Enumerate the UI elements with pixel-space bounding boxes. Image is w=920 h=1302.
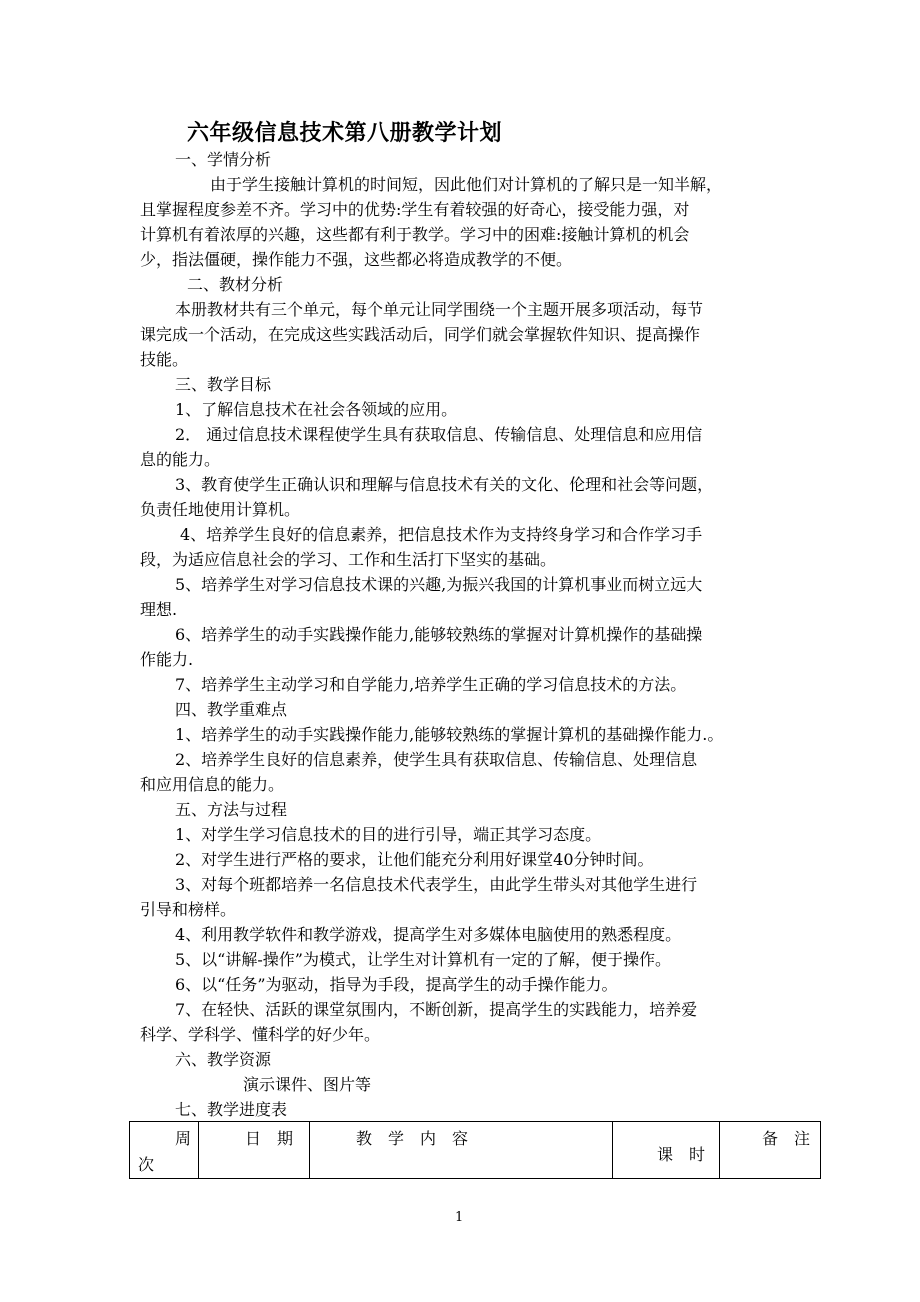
text-line: 课完成一个活动，在完成这些实践活动后，同学们就会掌握软件知识、提高操作 — [140, 325, 701, 344]
text-line: 7、在轻快、活跃的课堂氛围内，不断创新，提高学生的实践能力，培养爱 — [175, 1000, 698, 1019]
text-line: 段，为适应信息社会的学习、工作和生活打下坚实的基础。 — [140, 550, 557, 569]
text-line: 5、培养学生对学习信息技术课的兴趣,为振兴我国的计算机事业而树立远大 — [175, 575, 703, 594]
text-line: 演示课件、图片等 — [243, 1075, 372, 1094]
text-line: 由于学生接触计算机的时间短，因此他们对计算机的了解只是一知半解， — [210, 175, 723, 194]
page-number: 1 — [455, 1210, 464, 1225]
text-line: 2、培养学生良好的信息素养，使学生具有获取信息、传输信息、处理信息 — [175, 750, 698, 769]
text-line: 科学、学科学、懂科学的好少年。 — [140, 1025, 381, 1044]
text-line: 7、培养学生主动学习和自学能力,培养学生正确的学习信息技术的方法。 — [175, 675, 687, 694]
text-line: 6、培养学生的动手实践操作能力,能够较熟练的掌握对计算机操作的基础操 — [175, 625, 703, 644]
text-line: 二、教材分析 — [187, 275, 284, 294]
text-line: 六、教学资源 — [175, 1050, 272, 1069]
text-line: 5、以“讲解-操作”为模式，让学生对计算机有一定的了解，便于操作。 — [175, 950, 671, 969]
text-line: 2、对学生进行严格的要求，让他们能充分利用好课堂40分钟时间。 — [175, 850, 654, 869]
text-line: 1、了解信息技术在社会各领域的应用。 — [175, 400, 458, 419]
text-line: 6、以“任务”为驱动，指导为手段，提高学生的动手操作能力。 — [175, 975, 618, 994]
text-line: 且掌握程度参差不齐。学习中的优势:学生有着较强的好奇心，接受能力强，对 — [140, 200, 690, 219]
text-line: 1、对学生学习信息技术的目的进行引导，端正其学习态度。 — [175, 825, 602, 844]
text-line: 4、利用教学软件和教学游戏，提高学生对多媒体电脑使用的熟悉程度。 — [175, 925, 682, 944]
text-line: 七、教学进度表 — [175, 1100, 288, 1119]
header-notes: 备 注 — [720, 1122, 821, 1179]
text-line: 2． 通过信息技术课程使学生具有获取信息、传输信息、处理信息和应用信 — [175, 425, 703, 444]
text-line: 4、培养学生良好的信息素养，把信息技术作为支持终身学习和合作学习手 — [180, 525, 703, 544]
schedule-table — [129, 1121, 821, 1179]
text-line: 五、方法与过程 — [175, 800, 288, 819]
header-week — [130, 1122, 199, 1179]
text-line: 3、教育使学生正确认识和理解与信息技术有关的文化、伦理和社会等问题， — [175, 475, 714, 494]
text-line: 理想. — [140, 600, 178, 619]
header-content: 教 学 内 容 — [310, 1122, 613, 1179]
header-hours: 课 时 — [613, 1122, 720, 1179]
text-line: 1、培养学生的动手实践操作能力,能够较熟练的掌握计算机的基础操作能力.。 — [175, 725, 724, 744]
text-line: 计算机有着浓厚的兴趣，这些都有利于教学。学习中的困难:接触计算机的机会 — [140, 225, 690, 244]
text-line: 作能力. — [140, 650, 194, 669]
text-line: 一、学情分析 — [175, 150, 272, 169]
text-line: 本册教材共有三个单元，每个单元让同学围绕一个主题开展多项活动，每节 — [175, 300, 704, 319]
header-week-top: 周 — [175, 1129, 192, 1148]
table-header-row — [130, 1122, 821, 1179]
text-line: 和应用信息的能力。 — [140, 775, 285, 794]
text-line: 引导和榜样。 — [140, 900, 237, 919]
text-line: 少，指法僵硬，操作能力不强，这些都必将造成教学的不便。 — [140, 250, 573, 269]
header-week-bottom: 次 — [138, 1155, 155, 1174]
text-line: 3、对每个班都培养一名信息技术代表学生，由此学生带头对其他学生进行 — [175, 875, 698, 894]
text-line: 四、教学重难点 — [175, 700, 288, 719]
text-line: 负责任地使用计算机。 — [140, 500, 301, 519]
text-line: 息的能力。 — [140, 450, 221, 469]
document-title: 六年级信息技术第八册教学计划 — [187, 120, 503, 146]
text-line: 技能。 — [140, 350, 189, 369]
text-line: 三、教学目标 — [175, 375, 272, 394]
header-date: 日 期 — [199, 1122, 310, 1179]
